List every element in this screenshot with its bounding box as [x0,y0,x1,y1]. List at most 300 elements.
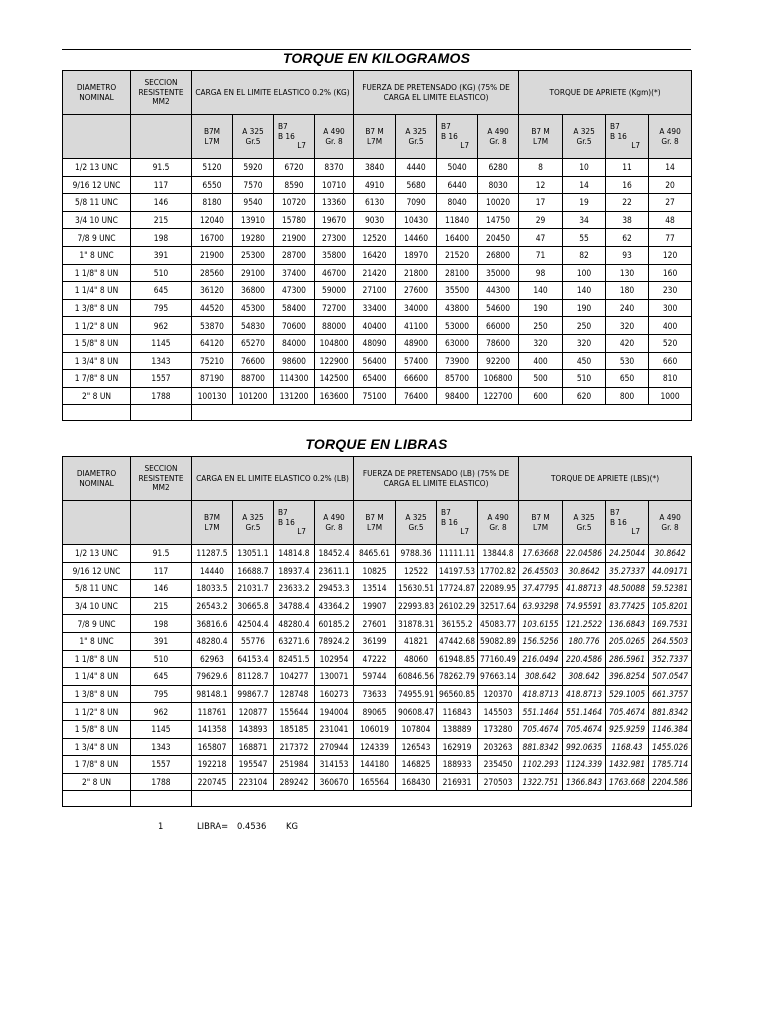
subheader-text: A 490 [323,125,345,136]
cell-value: 73633 [354,685,396,703]
cell-value: 66000 [478,317,519,335]
cell-diametro: 1 1/4" 8 UN [63,668,131,686]
cell-value: 143893 [233,720,274,738]
cell-value: 59.52381 [649,580,692,598]
cell-value: 25300 [233,246,274,264]
cell-value: 75210 [192,352,233,370]
cell-seccion: 962 [131,317,192,335]
cell-value: 85700 [437,370,478,388]
cell-value: 6440 [437,176,478,194]
subheader-text: Gr. 8 [661,521,679,532]
cell-value: 155644 [274,703,315,721]
cell-value: 21900 [192,246,233,264]
subheader-text: A 490 [323,511,345,522]
cell-diametro: 1 7/8" 8 UN [63,756,131,774]
cell-value: 1168.43 [606,738,649,756]
subheader-text: B 16 [441,130,458,141]
table-row [63,703,692,721]
subheader-text: B 16 [441,516,458,527]
cell-value: 48280.4 [192,632,233,650]
subheader-cell [606,501,649,545]
cell-value: 53000 [437,317,478,335]
cell-value: 124339 [354,738,396,756]
cell-value: 34000 [396,299,437,317]
cell-value: 36155.2 [437,615,478,633]
cell-value: 300 [649,299,692,317]
cell-value: 77160.49 [478,650,519,668]
cell-diametro: 1 3/4" 8 UN [63,738,131,756]
cell-value: 41100 [396,317,437,335]
subheader-text: L7 [460,140,470,151]
subheader-text: Gr.5 [576,521,592,532]
cell-value: 22.04586 [563,545,606,563]
table-row [63,773,692,791]
cell-diametro: 1/2 13 UNC [63,545,131,563]
cell-value: 18033.5 [192,580,233,598]
cell-value: 17 [519,194,563,212]
cell-value: 116843 [437,703,478,721]
cell-value: 47222 [354,650,396,668]
subheader-text: B7M [203,125,221,136]
subheader-text: A 490 [659,125,681,136]
cell-seccion: 117 [131,562,192,580]
table-title-lb: TORQUE EN LIBRAS [305,436,448,452]
cell-value: 22 [606,194,649,212]
cell-value: 881.8342 [649,703,692,721]
subheader-text: L7M [532,521,549,532]
subheader-cell [354,115,396,159]
cell-value: 14 [563,176,606,194]
cell-value: 8370 [315,159,354,177]
cell-value: 28700 [274,246,315,264]
cell-value: 48090 [354,334,396,352]
cell-value: 66600 [396,370,437,388]
cell-value: 29 [519,211,563,229]
cell-value: 450 [563,352,606,370]
cell-value: 30665.8 [233,597,274,615]
cell-diametro: 1" 8 UNC [63,632,131,650]
cell-seccion: 1557 [131,756,192,774]
cell-value: 97663.14 [478,668,519,686]
cell-value: 173280 [478,720,519,738]
table-row [63,334,692,352]
cell-value: 93 [606,246,649,264]
subheader-cell [192,501,233,545]
cell-value: 16420 [354,246,396,264]
table-row [63,580,692,598]
cell-value: 13051.1 [233,545,274,563]
cell-value: 881.8342 [519,738,563,756]
subheader-text: A 490 [487,125,509,136]
cell-seccion: 146 [131,580,192,598]
cell-value: 60846.56 [396,668,437,686]
cell-value: 54830 [233,317,274,335]
cell-value: 10020 [478,194,519,212]
cell-value: 118761 [192,703,233,721]
cell-value: 216931 [437,773,478,791]
subheader-text: B 16 [278,516,295,527]
blank-cell [63,405,131,421]
cell-value: 264.5503 [649,632,692,650]
cell-value: 41.88713 [563,580,606,598]
cell-value: 551.1464 [563,703,606,721]
cell-diametro: 1 3/8" 8 UN [63,299,131,317]
cell-value: 57400 [396,352,437,370]
cell-value: 21900 [274,229,315,247]
subheader-empty [131,115,192,159]
blank-cell [192,791,692,807]
cell-value: 89065 [354,703,396,721]
cell-value: 101200 [233,387,274,405]
cell-value: 65400 [354,370,396,388]
cell-value: 17702.82 [478,562,519,580]
cell-value: 76400 [396,387,437,405]
cell-value: 131200 [274,387,315,405]
cell-diametro: 1 5/8" 8 UN [63,720,131,738]
cell-value: 102954 [315,650,354,668]
cell-value: 1146.384 [649,720,692,738]
cell-value: 21520 [437,246,478,264]
cell-value: 20450 [478,229,519,247]
cell-value: 14197.53 [437,562,478,580]
cell-value: 59744 [354,668,396,686]
subheader-text: Gr. 8 [489,521,507,532]
cell-value: 800 [606,387,649,405]
cell-value: 26800 [478,246,519,264]
header-diametro: DIAMETRO NOMINAL [63,457,131,501]
cell-diametro: 7/8 9 UNC [63,229,131,247]
subheader-text: B7 [610,121,620,132]
cell-value: 100130 [192,387,233,405]
header-fuerza: FUERZA DE PRETENSADO (KG) (75% DE CARGA EL LIMITE ELASTICO) [354,71,519,115]
blank-row [63,405,692,421]
cell-seccion: 645 [131,282,192,300]
cell-value: 105.8201 [649,597,692,615]
subheader-text: L7 [297,140,306,151]
cell-value: 510 [563,370,606,388]
cell-value: 90608.47 [396,703,437,721]
cell-value: 203263 [478,738,519,756]
subheader-text: L7 [460,526,470,537]
cell-diametro: 1 3/4" 8 UN [63,352,131,370]
subheader-cell [519,115,563,159]
cell-diametro: 9/16 12 UNC [63,562,131,580]
cell-value: 22089.95 [478,580,519,598]
cell-diametro: 5/8 11 UNC [63,580,131,598]
cell-value: 43364.2 [315,597,354,615]
table-row [63,229,692,247]
cell-value: 82451.5 [274,650,315,668]
subheader-cell [437,115,478,159]
cell-value: 8040 [437,194,478,212]
cell-value: 34 [563,211,606,229]
cell-value: 396.8254 [606,668,649,686]
subheader-cell [478,115,519,159]
cell-value: 308.642 [563,668,606,686]
cell-value: 168430 [396,773,437,791]
cell-value: 160273 [315,685,354,703]
subheader-text: L7 [631,140,641,151]
table-row [63,562,692,580]
cell-value: 992.0635 [563,738,606,756]
cell-value: 5920 [233,159,274,177]
subheader-cell [563,115,606,159]
cell-value: 14814.8 [274,545,315,563]
cell-value: 55776 [233,632,274,650]
cell-value: 507.0547 [649,668,692,686]
cell-value: 250 [563,317,606,335]
cell-value: 61948.85 [437,650,478,668]
cell-value: 46700 [315,264,354,282]
subheader-row [63,501,692,545]
subheader-cell [315,501,354,545]
cell-value: 78600 [478,334,519,352]
cell-value: 12040 [192,211,233,229]
header-carga: CARGA EN EL LIMITE ELASTICO 0.2% (KG) [192,71,354,115]
cell-value: 37400 [274,264,315,282]
footer-value: 0.4536 [237,821,267,831]
cell-seccion: 795 [131,685,192,703]
cell-diametro: 1 1/8" 8 UN [63,264,131,282]
table-row [63,176,692,194]
cell-value: 18970 [396,246,437,264]
cell-value: 12522 [396,562,437,580]
cell-value: 551.1464 [519,703,563,721]
cell-value: 650 [606,370,649,388]
blank-cell [63,791,131,807]
cell-value: 8465.61 [354,545,396,563]
cell-value: 205.0265 [606,632,649,650]
cell-value: 5040 [437,159,478,177]
cell-value: 8180 [192,194,233,212]
cell-value: 10825 [354,562,396,580]
cell-value: 26102.29 [437,597,478,615]
cell-value: 223104 [233,773,274,791]
subheader-text: A 325 [573,125,595,136]
cell-value: 360670 [315,773,354,791]
cell-value: 14460 [396,229,437,247]
cell-value: 705.4674 [606,703,649,721]
cell-value: 104277 [274,668,315,686]
cell-value: 72700 [315,299,354,317]
cell-value: 160 [649,264,692,282]
subheader-cell [563,501,606,545]
subheader-text: B7 [441,507,451,518]
cell-seccion: 510 [131,264,192,282]
cell-value: 10430 [396,211,437,229]
cell-value: 128748 [274,685,315,703]
cell-value: 98600 [274,352,315,370]
subheader-text: B7 [278,507,288,518]
cell-value: 55 [563,229,606,247]
cell-value: 21420 [354,264,396,282]
subheader-cell [606,115,649,159]
cell-value: 530 [606,352,649,370]
cell-value: 418.8713 [563,685,606,703]
cell-value: 16400 [437,229,478,247]
cell-value: 98400 [437,387,478,405]
subheader-text: B 16 [278,130,295,141]
subheader-text: B7 M [365,511,384,522]
table-row [63,352,692,370]
cell-diametro: 1 1/2" 8 UN [63,703,131,721]
cell-value: 1432.981 [606,756,649,774]
cell-value: 5120 [192,159,233,177]
subheader-text: A 490 [659,511,681,522]
cell-value: 194004 [315,703,354,721]
cell-value: 320 [563,334,606,352]
cell-value: 30.8642 [563,562,606,580]
cell-value: 42504.4 [233,615,274,633]
cell-value: 520 [649,334,692,352]
cell-value: 8 [519,159,563,177]
cell-value: 98148.1 [192,685,233,703]
subheader-cell [274,115,315,159]
cell-value: 18452.4 [315,545,354,563]
cell-value: 130 [606,264,649,282]
cell-seccion: 1788 [131,387,192,405]
cell-value: 11111.11 [437,545,478,563]
cell-value: 6280 [478,159,519,177]
subheader-cell [192,115,233,159]
cell-value: 34788.4 [274,597,315,615]
table-row [63,387,692,405]
cell-value: 9030 [354,211,396,229]
table-row [63,299,692,317]
table-row [63,282,692,300]
subheader-row [63,115,692,159]
cell-value: 4910 [354,176,396,194]
cell-value: 3840 [354,159,396,177]
cell-value: 44.09171 [649,562,692,580]
header-diametro: DIAMETRO NOMINAL [63,71,131,115]
cell-value: 122900 [315,352,354,370]
cell-value: 6550 [192,176,233,194]
table-row [63,159,692,177]
cell-value: 11287.5 [192,545,233,563]
subheader-text: Gr. 8 [325,521,343,532]
cell-value: 314153 [315,756,354,774]
cell-value: 54600 [478,299,519,317]
cell-value: 27600 [396,282,437,300]
header-row [63,457,692,501]
cell-value: 28560 [192,264,233,282]
cell-value: 14440 [192,562,233,580]
cell-value: 15780 [274,211,315,229]
subheader-cell [649,501,692,545]
table-row [63,370,692,388]
cell-value: 19907 [354,597,396,615]
blank-cell [192,405,692,421]
cell-value: 2204.586 [649,773,692,791]
table-row [63,317,692,335]
cell-seccion: 510 [131,650,192,668]
cell-value: 192218 [192,756,233,774]
cell-value: 36800 [233,282,274,300]
cell-value: 36120 [192,282,233,300]
table-row [63,264,692,282]
subheader-cell [233,501,274,545]
subheader-text: L7M [204,521,220,532]
cell-seccion: 91.5 [131,545,192,563]
cell-value: 1000 [649,387,692,405]
cell-value: 705.4674 [519,720,563,738]
table-row [63,211,692,229]
cell-value: 180 [606,282,649,300]
subheader-text: A 325 [242,511,264,522]
cell-value: 63271.6 [274,632,315,650]
cell-value: 130071 [315,668,354,686]
cell-value: 162919 [437,738,478,756]
table-row [63,720,692,738]
cell-value: 122700 [478,387,519,405]
cell-diametro: 7/8 9 UNC [63,615,131,633]
subheader-text: A 325 [242,125,264,136]
cell-value: 19280 [233,229,274,247]
cell-value: 168871 [233,738,274,756]
cell-value: 23611.1 [315,562,354,580]
subheader-text: Gr.5 [245,135,261,146]
cell-value: 1322.751 [519,773,563,791]
cell-value: 30.8642 [649,545,692,563]
header-seccion: SECCION RESISTENTE MM2 [131,457,192,501]
cell-value: 9788.36 [396,545,437,563]
cell-value: 10720 [274,194,315,212]
subheader-cell [354,501,396,545]
footer-one: 1 [158,821,164,831]
cell-value: 33400 [354,299,396,317]
cell-value: 87190 [192,370,233,388]
cell-seccion: 1788 [131,773,192,791]
cell-value: 185185 [274,720,315,738]
cell-diametro: 9/16 12 UNC [63,176,131,194]
cell-value: 9540 [233,194,274,212]
cell-value: 308.642 [519,668,563,686]
cell-value: 106800 [478,370,519,388]
cell-value: 104800 [315,334,354,352]
subheader-text: A 325 [573,511,595,522]
cell-value: 74.95591 [563,597,606,615]
subheader-text: L7 [631,526,641,537]
cell-diametro: 3/4 10 UNC [63,597,131,615]
cell-value: 48900 [396,334,437,352]
cell-seccion: 198 [131,229,192,247]
table-row [63,597,692,615]
header-row [63,71,692,115]
cell-value: 17.63668 [519,545,563,563]
cell-value: 14750 [478,211,519,229]
cell-value: 810 [649,370,692,388]
torque-table-lb [62,456,692,807]
cell-seccion: 215 [131,211,192,229]
cell-value: 88000 [315,317,354,335]
cell-value: 92200 [478,352,519,370]
cell-value: 7090 [396,194,437,212]
cell-value: 6720 [274,159,315,177]
subheader-empty [63,501,131,545]
table-row [63,668,692,686]
cell-diametro: 1 3/8" 8 UN [63,685,131,703]
cell-value: 8030 [478,176,519,194]
cell-value: 19670 [315,211,354,229]
table-row [63,685,692,703]
cell-value: 21800 [396,264,437,282]
subheader-text: B 16 [610,516,627,527]
cell-value: 63000 [437,334,478,352]
cell-value: 138889 [437,720,478,738]
cell-value: 60185.2 [315,615,354,633]
cell-value: 78262.79 [437,668,478,686]
